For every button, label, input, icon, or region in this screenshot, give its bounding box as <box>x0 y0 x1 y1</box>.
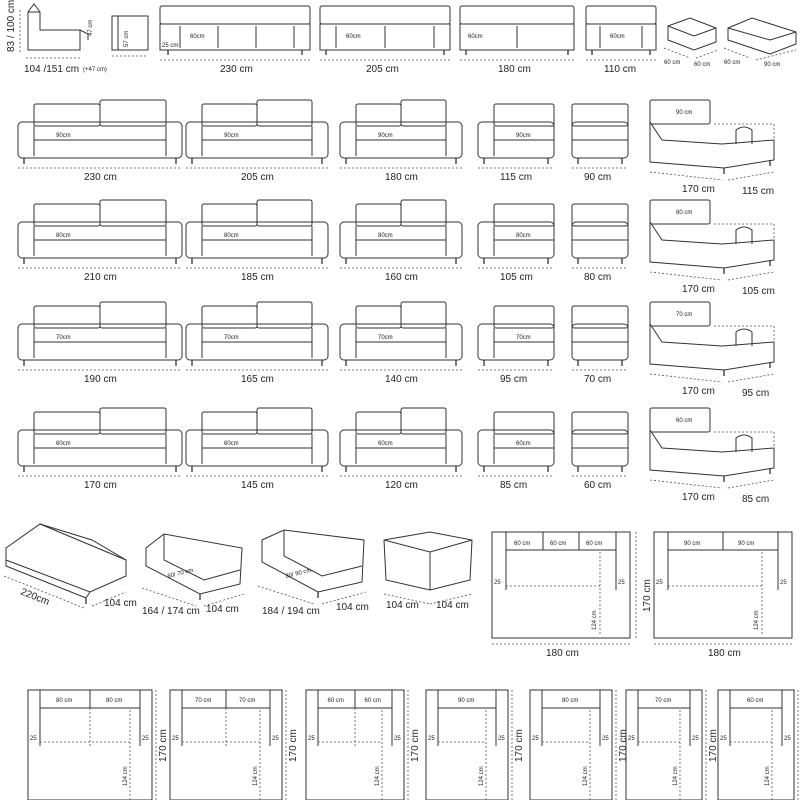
seat-width-label: 80cm <box>378 233 393 239</box>
module-row-4 <box>18 408 774 505</box>
corner1-width-label: 164 / 174 cm <box>142 606 200 617</box>
backrest-cushion <box>202 412 257 434</box>
corner2-width-label: 184 / 194 cm <box>262 606 320 617</box>
corner1-depth-label: 104 cm <box>206 604 239 615</box>
module-front-view <box>572 412 628 491</box>
module-front-view <box>18 302 182 385</box>
plan-seat-label: 60 cm <box>364 698 381 704</box>
backrest-cushion <box>572 104 628 126</box>
plan-side-label: 170 cm <box>514 729 525 762</box>
chaise-depth-label: 104 /151 cm <box>24 64 80 75</box>
plan-seat-label: 90 cm <box>458 698 475 704</box>
plan-arm-label: 25 <box>784 736 791 742</box>
backrest-cushion <box>494 204 554 226</box>
module-front-view <box>478 412 554 491</box>
seat-width-label: 60cm <box>56 441 71 447</box>
module-width-label: 180 cm <box>385 172 418 183</box>
plan-view <box>530 690 629 800</box>
plan-view <box>28 690 169 800</box>
sofa-110-seat-label: 60cm <box>610 34 625 40</box>
chaise-width-label: 170 cm <box>682 184 715 195</box>
backrest-cushion <box>494 412 554 434</box>
seat-width-label: 90cm <box>378 133 393 139</box>
corner-90-a-label: 60 cm <box>724 60 741 66</box>
plan-arm-label: 25 <box>628 736 635 742</box>
plan-arm-label: 25 <box>394 736 401 742</box>
plan-depth-label: 124 cm <box>765 766 771 786</box>
chaise-top-label: 90 cm <box>676 110 693 116</box>
module-width-label: 165 cm <box>241 374 274 385</box>
chaise-depth-label: 85 cm <box>742 494 770 505</box>
plan-depth-label: 124 cm <box>375 766 381 786</box>
footstool-height-label: 57 cm <box>124 30 130 47</box>
sofa-110-width-label: 110 cm <box>604 64 637 75</box>
plan-side-label: 170 cm <box>158 729 169 762</box>
chaise-module <box>650 200 775 297</box>
plan-view <box>170 690 299 800</box>
seat-width-label: 70cm <box>378 335 393 341</box>
module-front-view <box>186 200 328 283</box>
module-front-view <box>18 200 182 283</box>
chaise-width-label: 170 cm <box>682 492 715 503</box>
perspective-long-chaise <box>4 524 137 609</box>
module-front-view <box>572 204 628 283</box>
chaise-leg-label: 47 cm <box>88 19 94 36</box>
chaise-top-label: 70 cm <box>676 312 693 318</box>
sofa-230-seat-label: 60cm <box>190 34 205 40</box>
corner3-a-label: 104 cm <box>386 600 419 611</box>
backrest-cushion <box>34 306 100 328</box>
plan2-width: 180 cm <box>708 648 741 659</box>
plan-row <box>28 690 800 800</box>
plan-seat-label: 70 cm <box>195 698 212 704</box>
plan-arm-label: 25 <box>602 736 609 742</box>
plan-depth-label: 124 cm <box>583 766 589 786</box>
backrest-cushion <box>202 306 257 328</box>
module-front-view <box>186 408 328 491</box>
module-front-view <box>340 100 462 183</box>
plan1-depth: 124 cm <box>592 610 598 630</box>
plan-arm-label: 25 <box>308 736 315 742</box>
sofa-230-arm-label: 25 cm <box>162 43 179 49</box>
module-front-view <box>18 100 182 183</box>
backrest-cushion <box>572 412 628 434</box>
plan-side-label: 170 cm <box>410 729 421 762</box>
module-front-view <box>186 302 328 385</box>
seat-width-label: 90cm <box>56 133 71 139</box>
chaise-top-label: 80 cm <box>676 210 693 216</box>
seat-width-label: 70cm <box>56 335 71 341</box>
module-row-3 <box>18 302 774 399</box>
module-width-label: 80 cm <box>584 272 612 283</box>
module-front-view <box>572 104 628 183</box>
long-chaise-depth-label: 104 cm <box>104 598 137 609</box>
plan-seat-label: 70 cm <box>655 698 672 704</box>
plan-arm-label: 25 <box>720 736 727 742</box>
plan2-arm-right: 25 <box>780 580 787 586</box>
sofa-205-seat-label: 60cm <box>346 34 361 40</box>
module-front-view <box>478 306 554 385</box>
plan-side-label: 170 cm <box>708 729 719 762</box>
module-front-view <box>478 204 554 283</box>
plan1-seat-2: 60 cm <box>550 541 567 547</box>
backrest-cushion <box>202 104 257 126</box>
plan1-seat-3: 60 cm <box>586 541 603 547</box>
chaise-depth-label: 115 cm <box>742 186 775 197</box>
module-row-1 <box>18 100 774 197</box>
seat-width-label: 90cm <box>224 133 239 139</box>
sofa-front-205 <box>320 6 450 75</box>
plan-seat-label: 70 cm <box>239 698 256 704</box>
backrest-cushion <box>34 412 100 434</box>
corner3-b-label: 104 cm <box>436 600 469 611</box>
corner-piece-90 <box>724 18 796 68</box>
plan-arm-label: 25 <box>30 736 37 742</box>
module-width-label: 85 cm <box>500 480 528 491</box>
backrest-cushion <box>34 104 100 126</box>
seat-width-label: 70cm <box>224 335 239 341</box>
chaise-module <box>650 100 774 197</box>
module-width-label: 160 cm <box>385 272 418 283</box>
plan-arm-label: 25 <box>272 736 279 742</box>
backrest-cushion <box>494 104 554 126</box>
plan-arm-label: 25 <box>532 736 539 742</box>
perspective-corner-60-70 <box>142 534 244 617</box>
backrest-cushion <box>34 204 100 226</box>
plan-view <box>426 690 525 800</box>
backrest-cushion <box>494 306 554 328</box>
corner-piece-60 <box>664 18 718 68</box>
plan2-seat-2: 90 cm <box>738 541 755 547</box>
module-grid <box>18 100 775 505</box>
module-front-view <box>478 104 554 183</box>
plan-arm-label: 25 <box>692 736 699 742</box>
chaise-side-view <box>6 0 107 75</box>
plan-arm-label: 25 <box>172 736 179 742</box>
backrest-cushion <box>572 204 628 226</box>
chaise-module <box>650 302 774 399</box>
module-width-label: 210 cm <box>84 272 117 283</box>
sofa-front-110 <box>586 6 656 75</box>
backrest-cushion <box>356 204 401 226</box>
plan2-seat-1: 90 cm <box>684 541 701 547</box>
plan1-seat-1: 60 cm <box>514 541 531 547</box>
corner1-seat-label: 60/ 70 cm <box>167 567 195 580</box>
module-width-label: 70 cm <box>584 374 612 385</box>
chaise-height-label: 83 / 100 cm <box>6 0 17 52</box>
module-width-label: 95 cm <box>500 374 528 385</box>
plan-depth-label: 124 cm <box>673 766 679 786</box>
seat-width-label: 60cm <box>516 441 531 447</box>
module-front-view <box>186 100 328 183</box>
sofa-180-width-label: 180 cm <box>498 64 531 75</box>
module-width-label: 105 cm <box>500 272 533 283</box>
seat-width-label: 90cm <box>516 133 531 139</box>
plan-seat-label: 80 cm <box>56 698 73 704</box>
plan2-depth: 124 cm <box>754 610 760 630</box>
plan1-arm-right: 25 <box>618 580 625 586</box>
chaise-width-label: 170 cm <box>682 284 715 295</box>
module-width-label: 120 cm <box>385 480 418 491</box>
plan-depth-label: 124 cm <box>479 766 485 786</box>
seat-width-label: 80cm <box>56 233 71 239</box>
module-width-label: 185 cm <box>241 272 274 283</box>
plan-arm-label: 25 <box>142 736 149 742</box>
module-width-label: 170 cm <box>84 480 117 491</box>
perspective-corner-square <box>384 532 472 611</box>
plan-depth-label: 124 cm <box>253 766 259 786</box>
footstool <box>112 16 148 56</box>
sofa-205-width-label: 205 cm <box>366 64 399 75</box>
module-width-label: 230 cm <box>84 172 117 183</box>
seat-width-label: 80cm <box>224 233 239 239</box>
plan-view <box>626 690 719 800</box>
module-width-label: 90 cm <box>584 172 612 183</box>
plan-seat-label: 60 cm <box>327 698 344 704</box>
seat-width-label: 60cm <box>224 441 239 447</box>
module-row-2 <box>18 200 775 297</box>
plan-arm-label: 25 <box>498 736 505 742</box>
sofa-180-seat-label: 60cm <box>468 34 483 40</box>
module-front-view <box>340 408 462 491</box>
plan-arm-label: 25 <box>428 736 435 742</box>
corner2-seat-label: 80/ 90 cm <box>285 567 313 580</box>
plan-depth-label: 124 cm <box>123 766 129 786</box>
sofa-front-230 <box>160 6 310 75</box>
module-width-label: 140 cm <box>385 374 418 385</box>
sofa-front-180 <box>460 6 574 75</box>
module-front-view <box>572 306 628 385</box>
chaise-depth-label: 105 cm <box>742 286 775 297</box>
plan-side-label: 170 cm <box>618 729 629 762</box>
seat-width-label: 70cm <box>516 335 531 341</box>
corner-60-a-label: 60 cm <box>664 60 681 66</box>
plan1-side: 170 cm <box>642 579 653 612</box>
corner-90-b-label: 90 cm <box>764 62 781 68</box>
corner-60-b-label: 60 cm <box>694 62 711 68</box>
module-width-label: 190 cm <box>84 374 117 385</box>
chaise-depth-label: 95 cm <box>742 388 770 399</box>
chaise-extra-label: (+47 cm) <box>83 67 107 73</box>
backrest-cushion <box>356 306 401 328</box>
backrest-cushion <box>356 104 401 126</box>
plan-view <box>306 690 421 800</box>
backrest-cushion <box>356 412 401 434</box>
module-width-label: 205 cm <box>241 172 274 183</box>
chaise-width-label: 170 cm <box>682 386 715 397</box>
chaise-top-label: 60 cm <box>676 418 693 424</box>
module-width-label: 115 cm <box>500 172 533 183</box>
perspective-corner-80-90 <box>258 530 369 617</box>
plan2-arm-left: 25 <box>656 580 663 586</box>
plan1-width: 180 cm <box>546 648 579 659</box>
module-front-view <box>340 200 462 283</box>
chaise-module <box>650 408 774 505</box>
module-width-label: 145 cm <box>241 480 274 491</box>
long-chaise-width-label: 220cm <box>18 586 51 609</box>
module-front-view <box>18 408 182 491</box>
plan-seat-label: 60 cm <box>747 698 764 704</box>
plan-180-two-seat <box>654 532 792 659</box>
corner2-depth-label: 104 cm <box>336 602 369 613</box>
plan-seat-label: 80 cm <box>562 698 579 704</box>
seat-width-label: 80cm <box>516 233 531 239</box>
plan-seat-label: 80 cm <box>106 698 123 704</box>
module-width-label: 60 cm <box>584 480 612 491</box>
seat-width-label: 60cm <box>378 441 393 447</box>
backrest-cushion <box>202 204 257 226</box>
backrest-cushion <box>572 306 628 328</box>
plan-view <box>718 690 800 800</box>
sofa-230-width-label: 230 cm <box>220 64 253 75</box>
plan-side-label: 170 cm <box>288 729 299 762</box>
plan-180-three-seat <box>492 532 653 659</box>
module-front-view <box>340 302 462 385</box>
plan1-arm-left: 25 <box>494 580 501 586</box>
